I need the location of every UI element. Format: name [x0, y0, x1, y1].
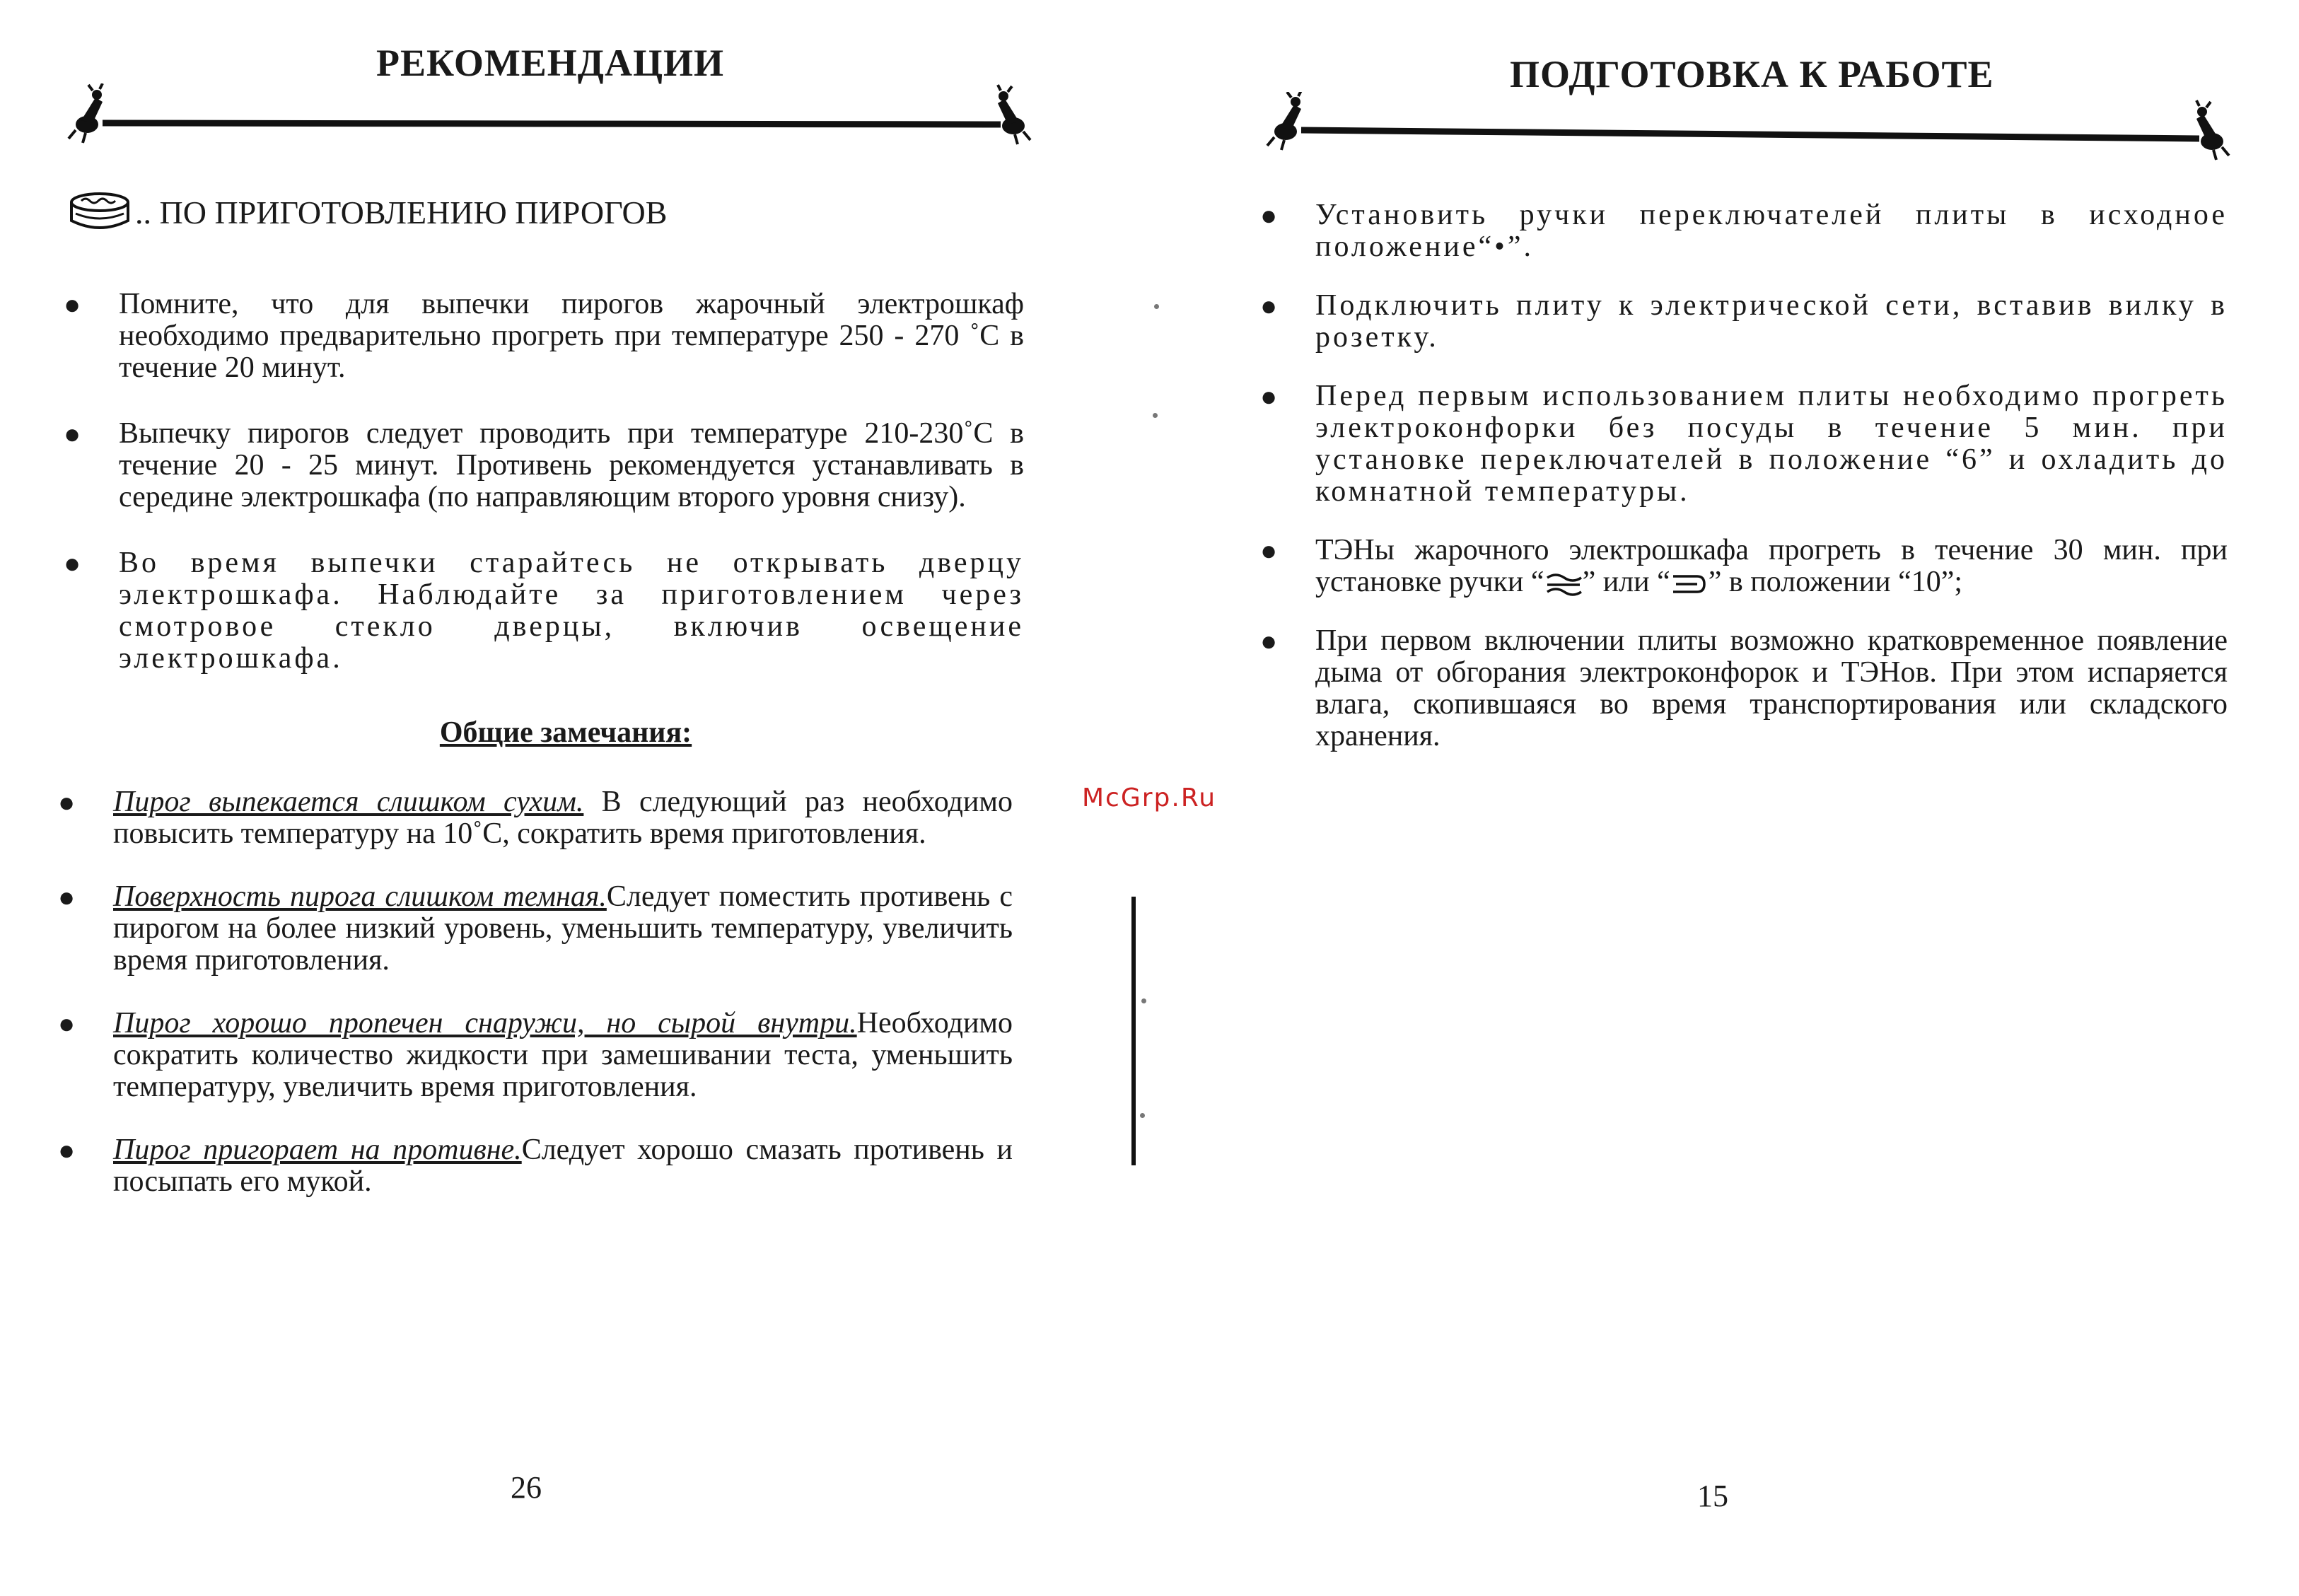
oven-bullet-part1: ТЭНы жарочного электрошкафа прогреть в течение 30 мин. при установке ручки “	[1315, 534, 2228, 598]
note-text: Следует хорошо смазать противень и посыпать его мукой.	[113, 1134, 1013, 1198]
preparation-list	[1260, 199, 2228, 752]
scan-speck	[1141, 998, 1146, 1003]
list-item: ● Поверхность пирога слишком темная.Следует поместить противень с пирогом на более низкий уровень, уменьшить температуру, увеличить время приготовления.	[58, 880, 1013, 977]
decorative-rule	[1266, 92, 2235, 163]
list-item: ● Во время выпечки старайтесь не открывать дверцу электрошкафа. Наблюдайте за приготовлением через смотровое стекло дверцы, включив освещение электрошкафа.	[64, 547, 1024, 675]
scan-speck	[1153, 413, 1158, 418]
section-heading	[67, 190, 667, 235]
giraffe-ornament-right-icon	[2196, 100, 2229, 160]
notes-title: Общие замечания:	[439, 716, 692, 749]
list-item: ● Пирог пригорает на противне.Следует хорошо смазать противень и посыпать его мукой.	[58, 1134, 1013, 1198]
oven-bullet-part3: ” в положении “10”;	[1708, 566, 1963, 598]
list-item: ● Установить ручки переключателей плиты в исходное положение“•”.	[1260, 199, 2228, 263]
list-item: ● Помните, что для выпечки пирогов жарочный электрошкаф необходимо предварительно прогреть при температуре 250 - 270 ˚С в течение 20 минут.	[64, 288, 1024, 384]
list-item: ● ТЭНы жарочного электрошкафа прогреть в течение 30 мин. при установке ручки “ ” или “ ” в положении “10”;	[1260, 534, 2228, 598]
right-page	[1188, 0, 2299, 1596]
top-bottom-heat-icon	[1670, 572, 1709, 596]
list-item: ● Пирог выпекается слишком сухим. В следующий раз необходимо повысить температуру на 10˚С, сократить время приготовления.	[58, 786, 1013, 850]
giraffe-ornament-left-icon	[69, 83, 103, 143]
list-item: ● Перед первым использованием плиты необходимо прогреть электроконфорки без посуды в течение 5 мин. при установке переключателей в положение “6” и охладить до комнатной температуры.	[1260, 380, 2228, 508]
scan-speck	[1154, 304, 1159, 309]
grill-icon	[1544, 572, 1583, 596]
giraffe-ornament-right-icon	[998, 85, 1030, 144]
list-item: ● Выпечку пирогов следует проводить при температуре 210-230˚С в течение 20 - 25 минут. Противень рекомендуется устанавливать в середине электрошкафа (по направляющим второго уровня снизу).	[64, 417, 1024, 513]
oven-bullet-part2: ” или “	[1582, 566, 1670, 598]
decorative-rule	[67, 83, 1036, 147]
note-heading: Поверхность пирога слишком темная.	[113, 880, 607, 913]
section-heading-text: .. ПО ПРИГОТОВЛЕНИЮ ПИРОГОВ	[135, 194, 668, 231]
cake-icon	[67, 190, 132, 235]
note-text: В следующий раз необходимо повысить температуру на 10˚С, сократить время приготовления.	[113, 786, 1013, 850]
list-item: ● Подключить плиту к электрической сети, вставив вилку в розетку.	[1260, 289, 2228, 354]
left-page	[0, 0, 1131, 1596]
notes-list	[58, 786, 1013, 1198]
note-text: Необходимо сократить количество жидкости при замешивании теста, уменьшить температуру, увеличить время приготовления.	[113, 1007, 1013, 1103]
giraffe-ornament-left-icon	[1267, 92, 1301, 150]
binding-line	[1131, 897, 1136, 1165]
page-number-right: 15	[1697, 1479, 1728, 1513]
note-heading: Пирог выпекается слишком сухим.	[113, 786, 584, 818]
list-item: ● Пирог хорошо пропечен снаружи, но сырой внутри.Необходимо сократить количество жидкости при замешивании теста, уменьшить температуру, увеличить время приготовления.	[58, 1007, 1013, 1103]
recommendation-list	[64, 288, 1024, 675]
watermark: McGrp.Ru	[1082, 784, 1217, 812]
note-heading: Пирог пригорает на противне.	[113, 1134, 522, 1166]
note-heading: Пирог хорошо пропечен снаружи, но сырой внутри.	[113, 1007, 857, 1039]
note-text: Следует поместить противень с пирогом на более низкий уровень, уменьшить температуру, увеличить время приготовления.	[113, 880, 1013, 977]
left-page-title: РЕКОМЕНДАЦИИ	[376, 42, 724, 84]
scan-speck	[1140, 1113, 1145, 1118]
right-page-title: ПОДГОТОВКА К РАБОТЕ	[1510, 53, 1994, 95]
list-item: ● При первом включении плиты возможно кратковременное появление дыма от обгорания электроконфорок и ТЭНов. При этом испаряется влага, скопившаяся во время транспортирования или складского хранения.	[1260, 624, 2228, 752]
page-number-left: 26	[511, 1470, 542, 1505]
